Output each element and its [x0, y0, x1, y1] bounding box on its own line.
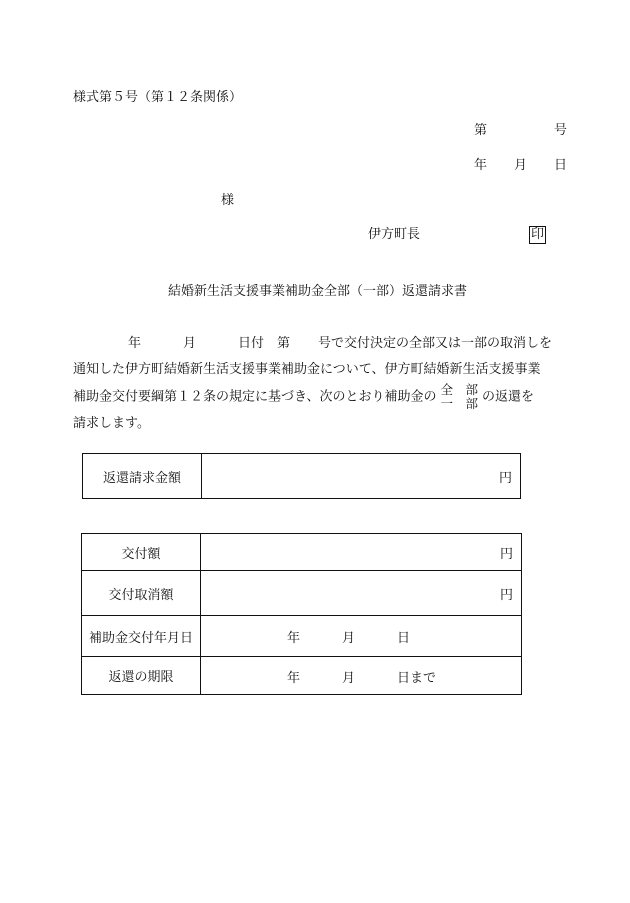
table-row [82, 616, 522, 657]
deadline-month: 月 [342, 671, 356, 686]
body-paragraph [73, 331, 573, 437]
grant-amount-value[interactable]: 円 [201, 534, 522, 571]
addressee-suffix: 様 [221, 193, 235, 208]
body-p1-day-dai: 日付 第 [238, 336, 291, 351]
body-p1-year: 年 [128, 336, 142, 351]
seal-mark: 印 [531, 227, 545, 242]
table-row [82, 534, 522, 571]
grant-date-value[interactable] [201, 616, 522, 657]
date-day: 日 [554, 158, 568, 173]
cancel-amount-label: 交付取消額 [82, 571, 201, 616]
body-p3-a: 補助金交付要綱第１２条の規定に基づき、次のとおり補助金の [73, 389, 437, 405]
body-line-1 [73, 331, 573, 357]
deadline-day: 日まで [397, 671, 437, 686]
grant-date-month: 月 [342, 631, 356, 646]
issuer-name: 伊方町長 [368, 227, 421, 242]
date-year: 年 [474, 158, 488, 173]
grant-date-label: 補助金交付年月日 [82, 616, 201, 657]
form-number: 様式第５号（第１２条関係） [73, 90, 243, 105]
deadline-value[interactable] [201, 657, 522, 695]
refund-amount-row [83, 454, 521, 499]
refund-amount-value[interactable]: 円 [202, 454, 521, 499]
doc-number-go: 号 [554, 123, 568, 138]
body-p3-b: の返還を [482, 389, 535, 405]
doc-number-dai: 第 [474, 123, 488, 138]
document-title: 結婚新生活支援事業補助金全部（一部）返還請求書 [168, 284, 468, 299]
all-part-choice [440, 383, 478, 411]
grant-amount-label: 交付額 [82, 534, 201, 571]
grant-details-table [81, 533, 522, 695]
body-line-4: 請求します。 [73, 416, 150, 431]
body-p1-month: 月 [183, 336, 197, 351]
body-p1-rest: 号で交付決定の全部又は一部の取消しを [318, 336, 553, 351]
deadline-year: 年 [287, 671, 301, 686]
grant-date-day: 日 [397, 631, 411, 646]
table-row [82, 657, 522, 695]
choice-part: 一 部 [440, 396, 478, 411]
refund-amount-table [82, 453, 521, 499]
grant-date-year: 年 [287, 631, 301, 646]
body-line-2: 通知した伊方町結婚新生活支援事業補助金について、伊方町結婚新生活支援事業 [73, 362, 541, 377]
choice-all: 全 部 [440, 382, 478, 397]
cancel-amount-value[interactable]: 円 [201, 571, 522, 616]
refund-amount-label: 返還請求金額 [83, 454, 202, 499]
deadline-label: 返還の期限 [82, 657, 201, 695]
date-month: 月 [514, 158, 528, 173]
body-line-3 [73, 383, 573, 411]
table-row [82, 571, 522, 616]
